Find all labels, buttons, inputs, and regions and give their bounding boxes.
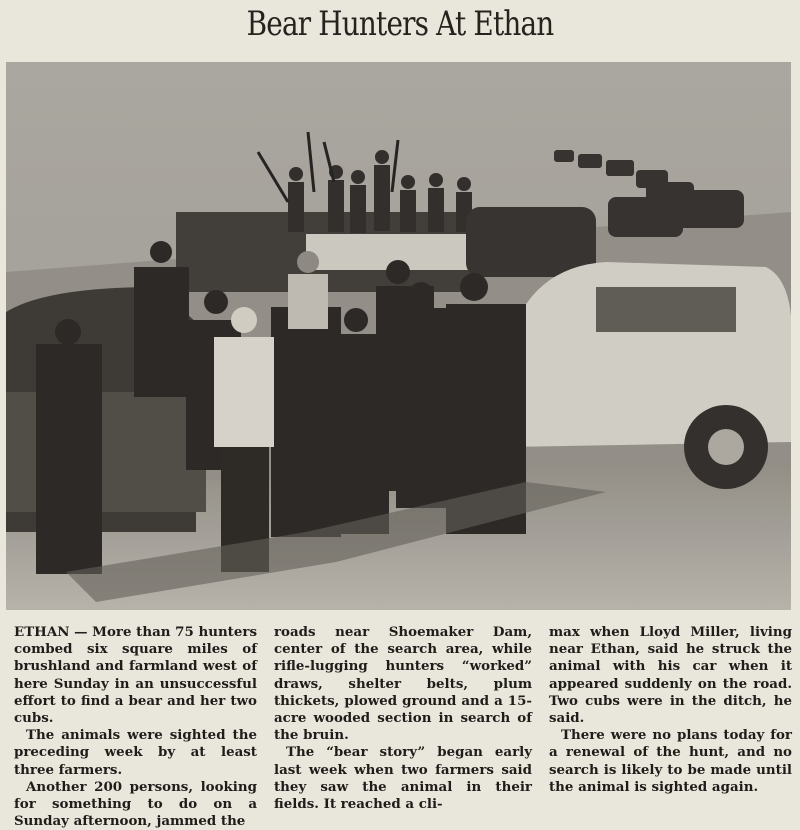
article-body xyxy=(14,624,792,830)
news-photo-bear-hunters xyxy=(6,62,791,610)
paragraph: max when Lloyd Miller, living near Ethan, said he struck the animal with his car when it appeared suddenly on the road. Two cubs were in the ditch, he said. xyxy=(549,624,792,727)
article-column-2 xyxy=(274,624,532,830)
paragraph: ETHAN — More than 75 hunters combed six square miles of brushland and farmland west of here Sunday in an unsuccessful effort to find a bear and her two cubs. xyxy=(14,624,257,727)
paragraph: Another 200 persons, looking for something to do on a Sunday afternoon, jammed the xyxy=(14,778,257,830)
paragraph: roads near Shoemaker Dam, center of the search area, while rifle-lugging hunters “worked” draws, shelter belts, plum thickets, plowed ground and a 15-acre wooded section in search of the bruin. xyxy=(274,624,532,744)
article-column-1 xyxy=(14,624,257,830)
paragraph: The animals were sighted the preceding week by at least three farmers. xyxy=(14,727,257,778)
article-column-3 xyxy=(549,624,792,830)
headline: Bear Hunters At Ethan xyxy=(246,4,554,44)
paragraph: The “bear story” began early last week when two farmers said they saw the animal in their fields. It reached a cli- xyxy=(274,744,532,813)
paragraph: There were no plans today for a renewal of the hunt, and no search is likely to be made until the animal is sighted again. xyxy=(549,727,792,795)
